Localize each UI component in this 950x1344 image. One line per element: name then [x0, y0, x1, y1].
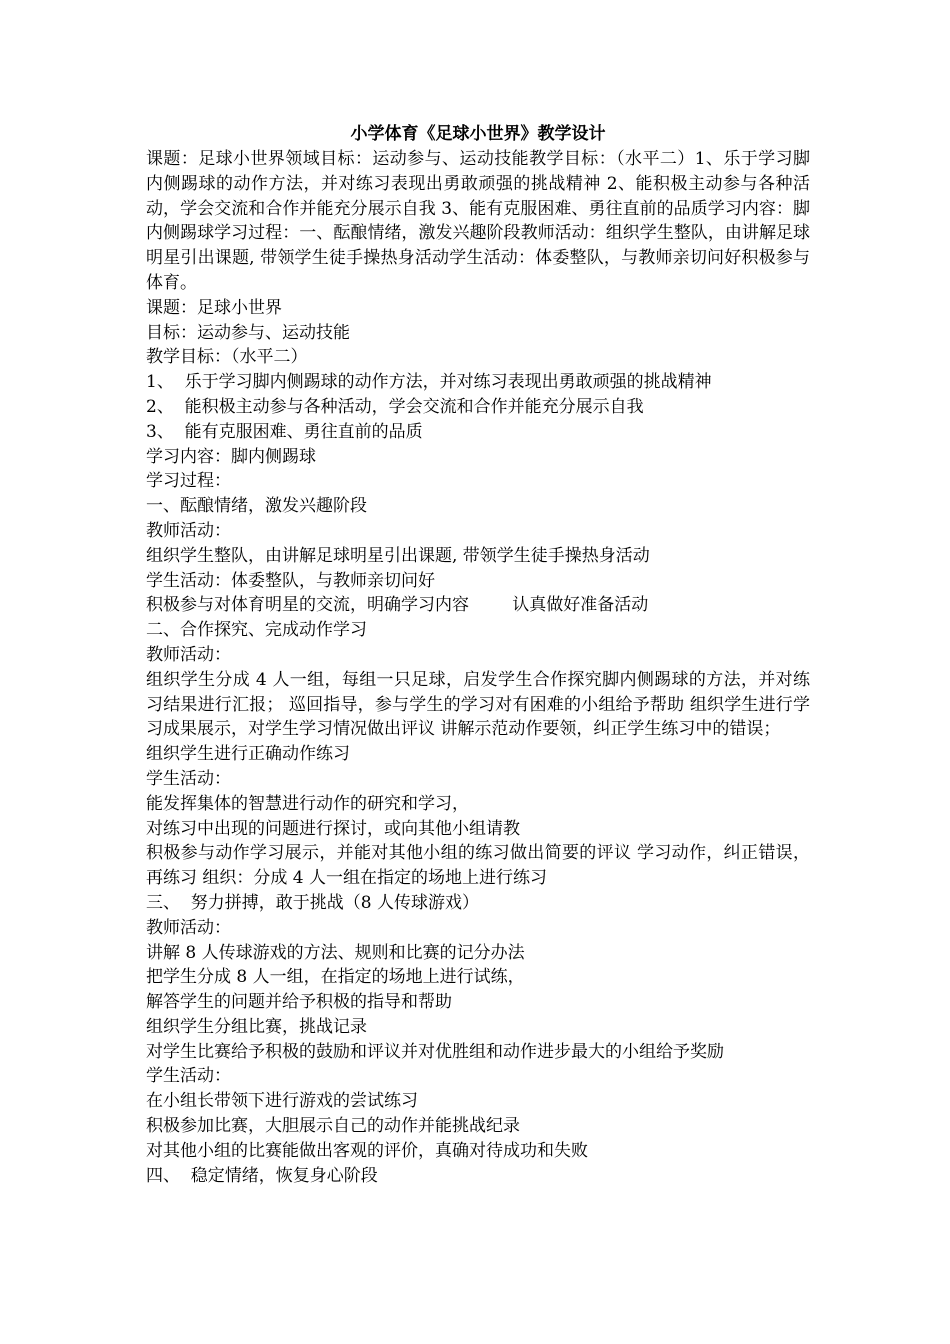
text-line: 二、合作探究、完成动作学习	[146, 620, 367, 641]
text-line: 组织学生分组比赛，挑战记录	[146, 1016, 367, 1037]
text-block-3	[146, 891, 810, 1189]
text-line: 学生活动：	[146, 1066, 231, 1087]
text-line: 三、 努力拼搏，敢于挑战（8 人传球游戏）	[146, 892, 480, 913]
text-line: 教师活动：	[146, 520, 231, 541]
text-line: 解答学生的问题并给予积极的指导和帮助	[146, 992, 452, 1013]
text-line: 课题：足球小世界	[146, 297, 282, 318]
text-line: 教学目标：（水平二）	[146, 347, 308, 368]
text-line: 组织学生整队，由讲解足球明星引出课题, 带领学生徒手操热身活动	[146, 545, 650, 566]
text-line: 讲解 8 人传球游戏的方法、规则和比赛的记分办法	[146, 942, 525, 963]
text-line: 2、 能积极主动参与各种活动，学会交流和合作并能充分展示自我	[146, 396, 644, 417]
text-line: 3、 能有克服困难、勇往直前的品质	[146, 421, 423, 442]
document-page	[146, 122, 810, 1188]
text-line: 学习内容：脚内侧踢球	[146, 446, 316, 467]
text-line: 在小组长带领下进行游戏的尝试练习	[146, 1091, 418, 1112]
text-line: 学生活动：	[146, 768, 231, 789]
teacher-activity-paragraph: 组织学生分成 4 人一组，每组一只足球，启发学生合作探究脚内侧踢球的方法，并对练习结果进行汇报； 巡回指导，参与学生的学习对有困难的小组给予帮助 组织学生进行学习成果展示，对学生学习情况做出评议 讲解示范动作要领，纠正学生练习中的错误；	[146, 669, 810, 740]
student-activity-paragraph: 积极参与动作学习展示，并能对其他小组的练习做出简要的评议 学习动作，纠正错误，再练习 组织：分成 4 人一组在指定的场地上进行练习	[146, 843, 810, 889]
text-line: 积极参与对体育明星的交流，明确学习内容 认真做好准备活动	[146, 595, 649, 616]
text-line: 组织学生进行正确动作练习	[146, 744, 350, 765]
text-line: 对学生比赛给予积极的鼓励和评议并对优胜组和动作进步最大的小组给予奖励	[146, 1041, 724, 1062]
text-line: 学生活动：体委整队，与教师亲切问好	[146, 570, 435, 591]
text-line: 对其他小组的比赛能做出客观的评价，真确对待成功和失败	[146, 1140, 588, 1161]
text-line: 教师活动：	[146, 917, 231, 938]
text-line: 一、酝酿情绪，激发兴趣阶段	[146, 496, 367, 517]
text-line: 四、 稳定情绪，恢复身心阶段	[146, 1165, 378, 1186]
text-line: 对练习中出现的问题进行探讨，或向其他小组请教	[146, 818, 520, 839]
document-title: 小学体育《足球小世界》教学设计	[350, 124, 606, 144]
summary-paragraph: 课题：足球小世界领域目标：运动参与、运动技能教学目标：（水平二）1、乐于学习脚内侧踢球的动作方法，并对练习表现出勇敢顽强的挑战精神 2、能积极主动参与各种活动，学会交流和合作并能充分展示自我 3、能有克服困难、勇往直前的品质学习内容：脚内侧踢球学习过程：一、酝酿情绪，激发兴趣阶段教师活动：组织学生整队，由讲解足球明星引出课题, 带领学生徒手操热身活动学生活动：体委整队，与教师亲切问好积极参与体育。	[146, 149, 810, 293]
text-line: 积极参加比赛，大胆展示自己的动作并能挑战纪录	[146, 1116, 520, 1137]
text-line: 目标：运动参与、运动技能	[146, 322, 350, 343]
text-line: 1、 乐于学习脚内侧踢球的动作方法，并对练习表现出勇敢顽强的挑战精神	[146, 372, 712, 393]
text-line: 把学生分成 8 人一组，在指定的场地上进行试练，	[146, 967, 525, 988]
text-line: 教师活动：	[146, 644, 231, 665]
text-block-2	[146, 742, 810, 841]
text-line: 学习过程：	[146, 471, 231, 492]
text-line: 能发挥集体的智慧进行动作的研究和学习，	[146, 793, 469, 814]
text-block-1	[146, 296, 810, 668]
